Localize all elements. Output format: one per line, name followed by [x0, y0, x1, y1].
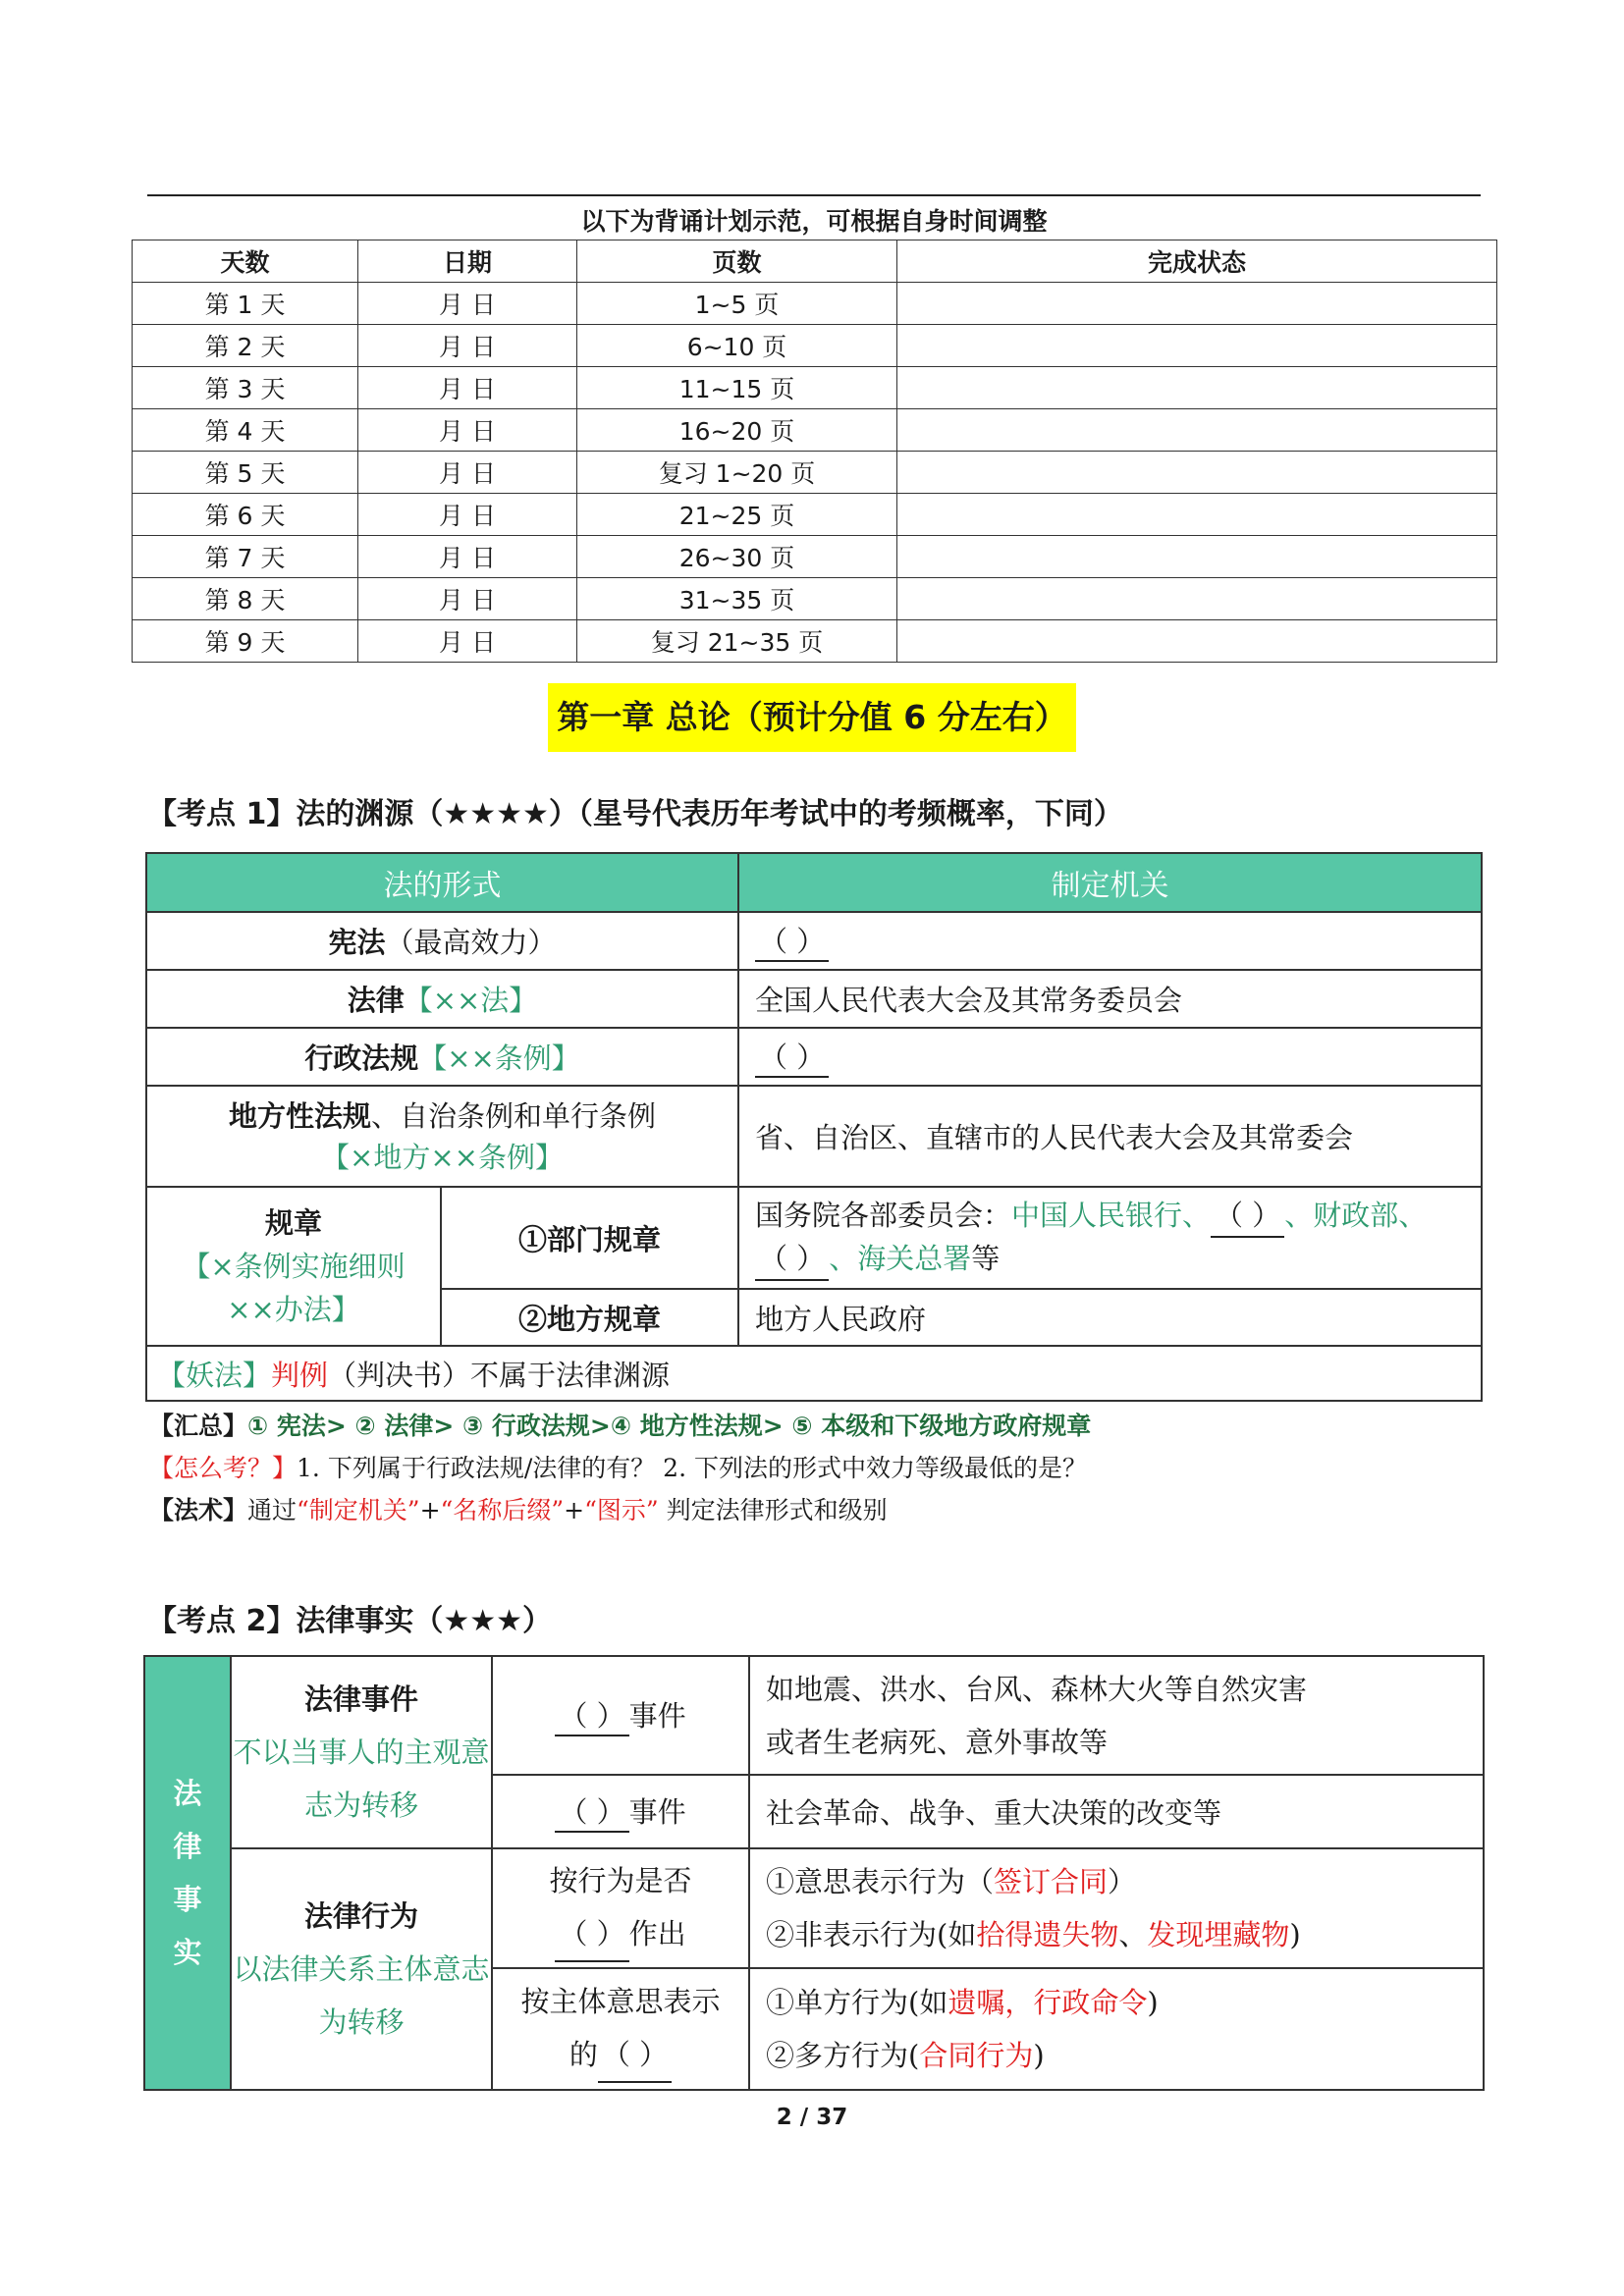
act2-line1-c: )	[1147, 1986, 1159, 2019]
table-row	[146, 1028, 1482, 1086]
table-row	[146, 912, 1482, 970]
admin-label: 行政法规	[304, 1041, 419, 1075]
dept-blank-1: （ ）	[1211, 1195, 1284, 1238]
summary-label: 【汇总】	[149, 1412, 248, 1440]
pages-cell: 6~10 页	[577, 325, 897, 367]
dept-etc: 等	[971, 1242, 1001, 1275]
legal-facts-table	[143, 1655, 1485, 2091]
act1-line2-a: ②非表示行为(如	[766, 1918, 977, 1951]
point2-heading: 【考点 2】法律事实（★★★）	[147, 1604, 553, 1638]
event1-suffix: 事件	[628, 1699, 686, 1733]
event-note: 不以当事人的主观意志为转移	[233, 1735, 490, 1822]
day-cell: 第 6 天	[133, 494, 358, 536]
event2-suffix: 事件	[628, 1795, 686, 1829]
date-cell: 月 日	[358, 325, 577, 367]
method-organ: “制定机关”	[297, 1496, 420, 1524]
act1-line1-b: 签订合同	[994, 1865, 1109, 1898]
act2-line2-c: )	[1033, 2039, 1045, 2072]
event2-desc: 社会革命、战争、重大决策的改变等	[749, 1775, 1484, 1848]
table-row	[133, 452, 1497, 494]
col-organ-header: 制定机关	[738, 853, 1482, 912]
date-cell: 月 日	[358, 494, 577, 536]
constitution-note: （最高效力）	[385, 926, 557, 959]
local-rules-label: ②地方规章	[441, 1289, 738, 1346]
local-suffix: 【×地方××条例】	[321, 1140, 564, 1174]
table-row	[133, 536, 1497, 578]
pages-cell: 31~35 页	[577, 578, 897, 620]
method-diagram: “图示”	[584, 1496, 659, 1524]
header-status: 完成状态	[897, 240, 1497, 283]
day-cell: 第 1 天	[133, 283, 358, 325]
day-cell: 第 8 天	[133, 578, 358, 620]
act1-line1-c: ）	[1108, 1865, 1137, 1898]
date-cell: 月 日	[358, 452, 577, 494]
admin-organ-blank: （ ）	[755, 1036, 829, 1078]
dept-customs: 海关总署	[857, 1242, 972, 1275]
status-cell	[897, 536, 1497, 578]
act2-blank: （ ）	[598, 2028, 672, 2083]
act1-blank: （ ）	[555, 1907, 628, 1962]
col-form-header: 法的形式	[146, 853, 738, 912]
table-row	[144, 1656, 1484, 1775]
event1-desc-1: 如地震、洪水、台风、森林大火等自然灾害	[766, 1672, 1308, 1706]
method-plus-1: +	[419, 1496, 441, 1524]
event1-blank: （ ）	[555, 1694, 628, 1736]
date-cell: 月 日	[358, 409, 577, 452]
law-label: 法律	[347, 984, 405, 1017]
table-row	[133, 325, 1497, 367]
pages-cell: 复习 1~20 页	[577, 452, 897, 494]
method-prefix: 通过	[247, 1496, 298, 1524]
constitution-organ-blank: （ ）	[755, 920, 829, 962]
table-row	[144, 1848, 1484, 1968]
dept-sep-1: 、	[1284, 1199, 1314, 1232]
pages-cell: 21~25 页	[577, 494, 897, 536]
act1-line2-d: 发现埋藏物	[1147, 1918, 1290, 1951]
status-cell	[897, 367, 1497, 409]
trick-case: 判例	[271, 1358, 329, 1392]
date-cell: 月 日	[358, 620, 577, 663]
act1-line2-b: 拾得遗失物	[976, 1918, 1119, 1951]
admin-suffix: 【××条例】	[418, 1041, 580, 1075]
trick-rest: （判决书）不属于法律渊源	[328, 1358, 671, 1392]
rules-label: 规章	[264, 1206, 322, 1240]
date-cell: 月 日	[358, 536, 577, 578]
plan-note: 以下为背诵计划示范，可根据自身时间调整	[580, 207, 1048, 236]
method-label: 【法术】	[149, 1496, 248, 1524]
legal-sources-table	[145, 852, 1483, 1402]
act1-label-2: 作出	[628, 1917, 686, 1950]
how-tested-line	[149, 1449, 1087, 1484]
pages-cell: 11~15 页	[577, 367, 897, 409]
how-text: 1. 下列属于行政法规/法律的有？ 2. 下列法的形式中效力等级最低的是？	[297, 1454, 1087, 1482]
day-cell: 第 7 天	[133, 536, 358, 578]
dept-sep-2: 、	[829, 1242, 858, 1275]
act1-line2-c: 、	[1118, 1918, 1148, 1951]
method-suffix: “名称后缀”	[440, 1496, 565, 1524]
table-row	[133, 283, 1497, 325]
method-plus-2: +	[564, 1496, 585, 1524]
table-row	[133, 367, 1497, 409]
table-row	[146, 1187, 1482, 1289]
act2-line1-a: ①单方行为(如	[766, 1986, 948, 2019]
method-tail: 判定法律形式和级别	[658, 1496, 888, 1524]
constitution-label: 宪法	[328, 926, 386, 959]
local-organ: 省、自治区、直辖市的人民代表大会及其常委会	[738, 1086, 1482, 1187]
event2-blank: （ ）	[555, 1790, 628, 1833]
act1-label-1: 按行为是否	[549, 1864, 692, 1897]
summary-text: ① 宪法> ② 法律> ③ 行政法规>④ 地方性法规> ⑤ 本级和下级地方政府规章	[247, 1412, 1092, 1440]
event-title: 法律事件	[303, 1682, 418, 1716]
method-line	[149, 1491, 888, 1526]
rules-suffix-2: ××办法】	[227, 1293, 360, 1326]
point1-heading: 【考点 1】法的渊源（★★★★）（星号代表历年考试中的考频概率，下同）	[147, 797, 1123, 831]
page-number: 2 / 37	[776, 2105, 848, 2130]
date-cell: 月 日	[358, 578, 577, 620]
act-note: 以法律关系主体意志为转移	[233, 1952, 490, 2039]
dept-pboc: 中国人民银行、	[1011, 1199, 1212, 1232]
summary-line	[149, 1407, 1091, 1442]
top-rule	[147, 194, 1481, 196]
header-date: 日期	[358, 240, 577, 283]
dept-rules-label: ①部门规章	[441, 1187, 738, 1289]
table-row	[133, 620, 1497, 663]
pages-cell: 1~5 页	[577, 283, 897, 325]
act1-line1-a: ①意思表示行为（	[766, 1865, 995, 1898]
status-cell	[897, 283, 1497, 325]
act-title: 法律行为	[303, 1899, 418, 1933]
header-day: 天数	[133, 240, 358, 283]
day-cell: 第 2 天	[133, 325, 358, 367]
how-label: 【怎么考？】	[149, 1454, 298, 1482]
legal-facts-side-label: 法 律 事 实	[144, 1656, 231, 2090]
act2-label-2: 的	[568, 2038, 598, 2071]
pages-cell: 16~20 页	[577, 409, 897, 452]
table-row	[146, 1346, 1482, 1401]
day-cell: 第 4 天	[133, 409, 358, 452]
day-cell: 第 9 天	[133, 620, 358, 663]
status-cell	[897, 578, 1497, 620]
act2-line1-b: 遗嘱，行政命令	[947, 1986, 1148, 2019]
day-cell: 第 3 天	[133, 367, 358, 409]
act2-line2-b: 合同行为	[919, 2039, 1034, 2072]
status-cell	[897, 325, 1497, 367]
pages-cell: 复习 21~35 页	[577, 620, 897, 663]
date-cell: 月 日	[358, 283, 577, 325]
chapter-title: 第一章 总论（预计分值 6 分左右）	[548, 683, 1076, 752]
local-rest: 、自治条例和单行条例	[371, 1098, 657, 1133]
act2-line2-a: ②多方行为(	[766, 2039, 920, 2072]
dept-mof: 财政部、	[1313, 1199, 1428, 1232]
pages-cell: 26~30 页	[577, 536, 897, 578]
law-organ: 全国人民代表大会及其常务委员会	[738, 970, 1482, 1028]
event1-desc-2: 或者生老病死、意外事故等	[766, 1725, 1109, 1759]
act1-line2-e: )	[1289, 1918, 1301, 1951]
day-cell: 第 5 天	[133, 452, 358, 494]
rules-suffix-1: 【×条例实施细则	[182, 1250, 406, 1283]
study-plan-table	[132, 240, 1497, 663]
local-label: 地方性法规	[228, 1098, 371, 1133]
status-cell	[897, 620, 1497, 663]
act2-label-1: 按主体意思表示	[520, 1985, 721, 2018]
status-cell	[897, 409, 1497, 452]
status-cell	[897, 452, 1497, 494]
table-row	[146, 1086, 1482, 1187]
trick-label: 【妖法】	[157, 1358, 272, 1392]
law-suffix: 【××法】	[404, 984, 538, 1017]
table-row	[133, 578, 1497, 620]
status-cell	[897, 494, 1497, 536]
table-header-row	[133, 240, 1497, 283]
table-row	[133, 409, 1497, 452]
date-cell: 月 日	[358, 367, 577, 409]
table-row	[133, 494, 1497, 536]
header-pages: 页数	[577, 240, 897, 283]
dept-organ-prefix: 国务院各部委员会：	[755, 1199, 1012, 1232]
local-rules-organ: 地方人民政府	[738, 1289, 1482, 1346]
dept-blank-2: （ ）	[755, 1238, 829, 1281]
table-row	[146, 970, 1482, 1028]
